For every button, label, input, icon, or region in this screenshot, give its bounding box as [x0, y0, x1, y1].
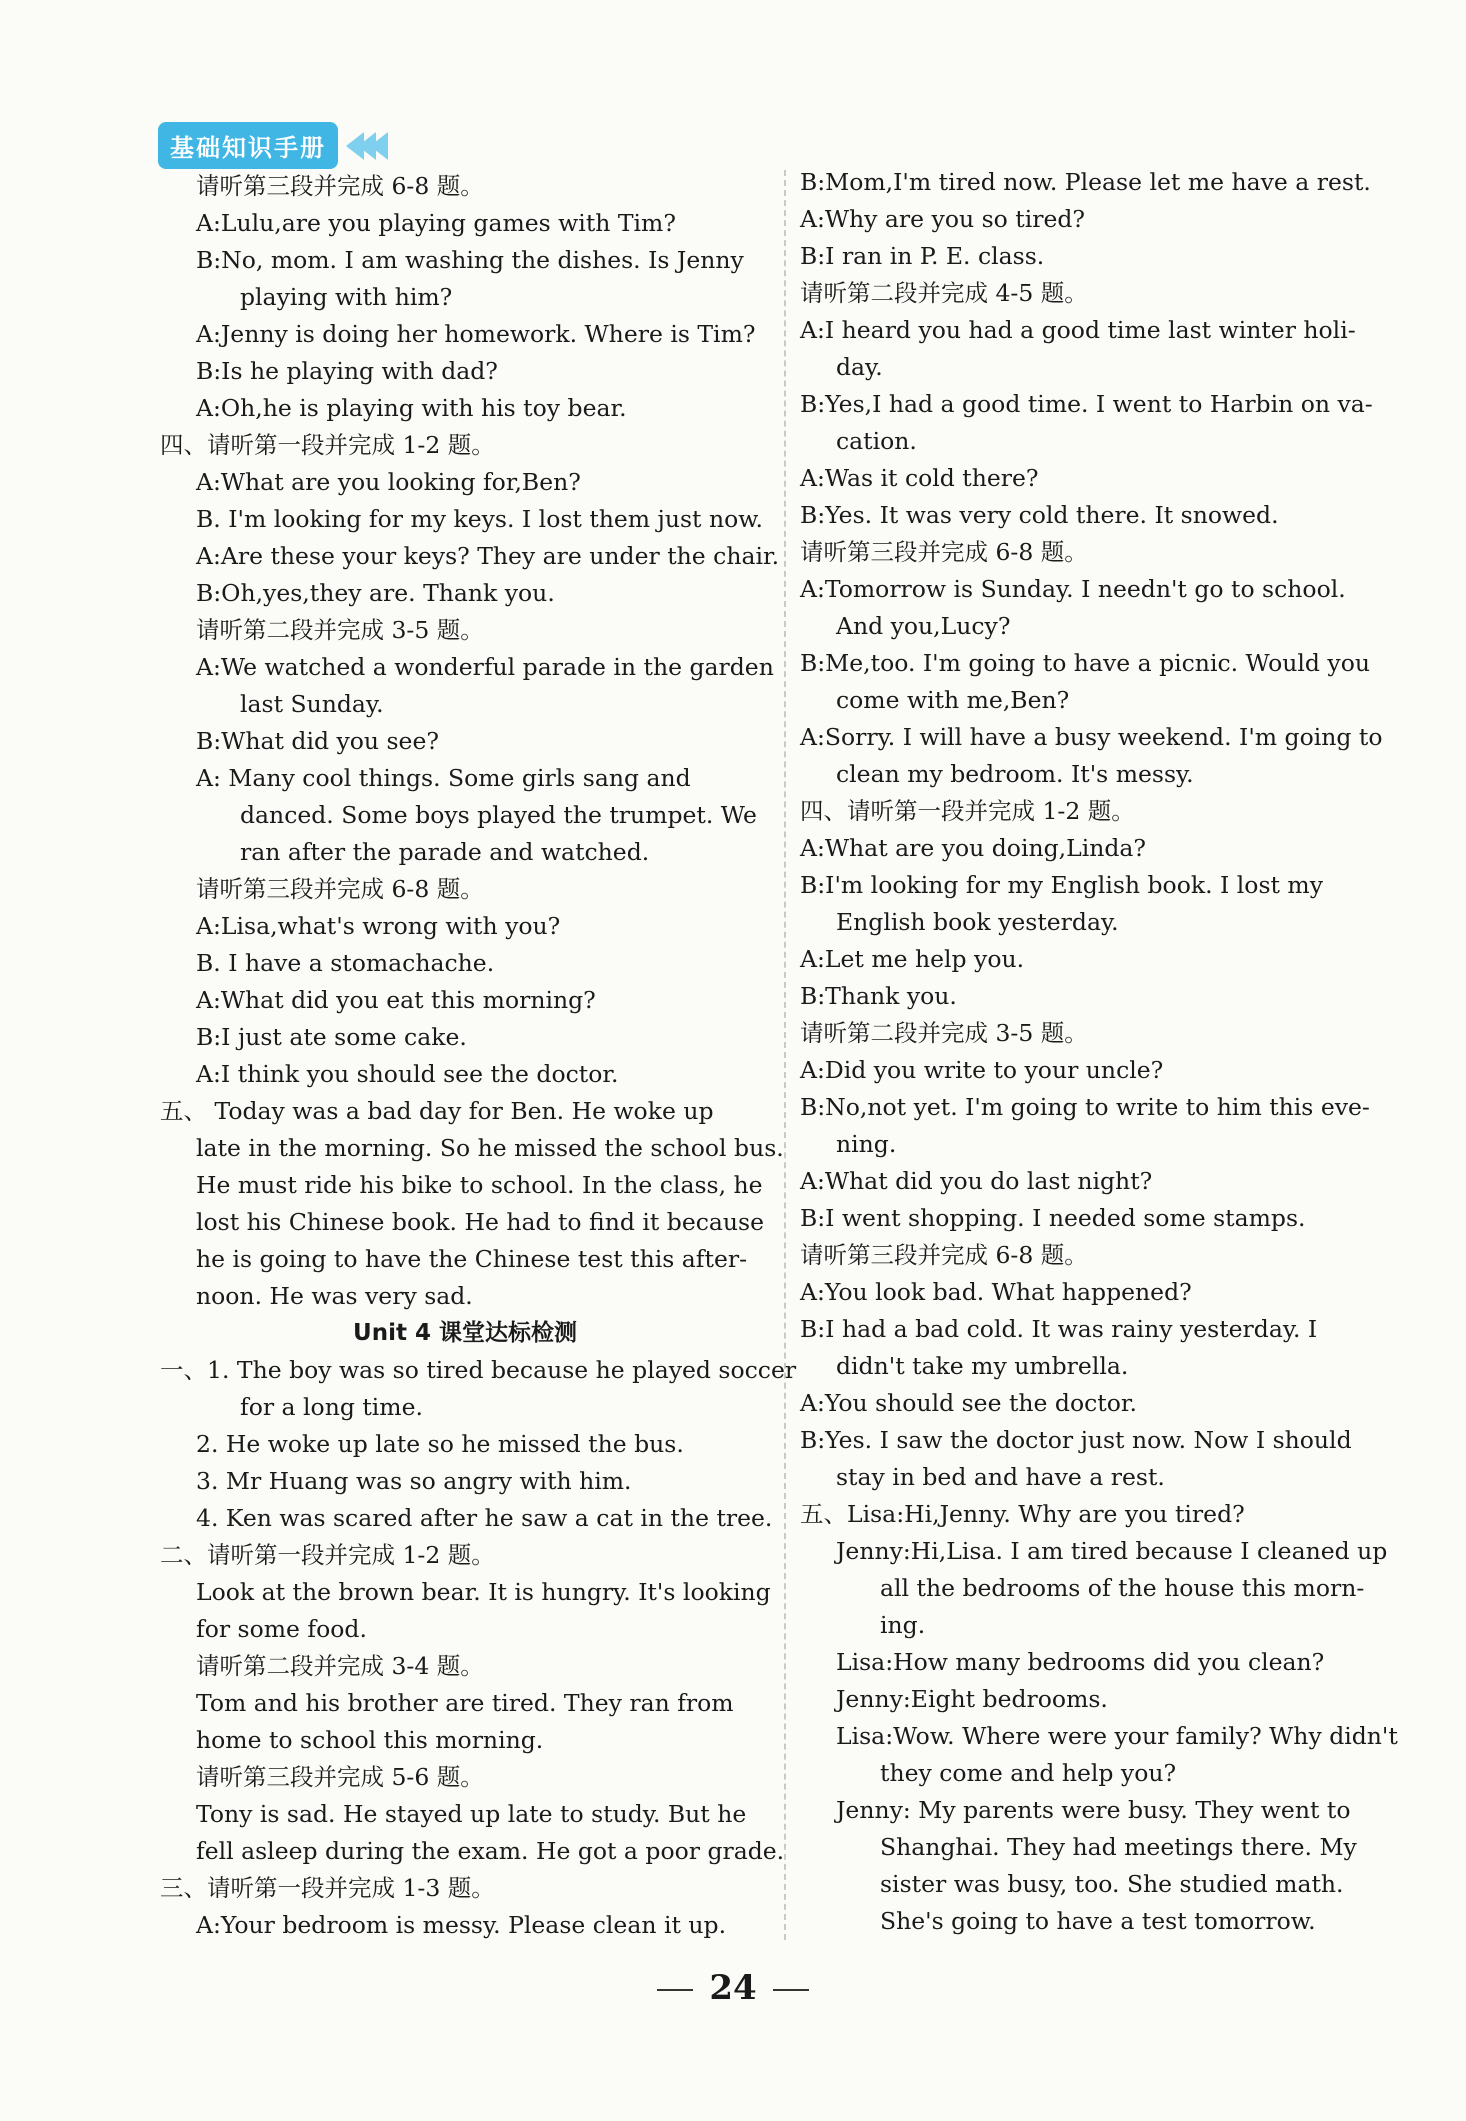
text-line: clean my bedroom. It's messy. — [836, 760, 1194, 788]
text-line: B:I went shopping. I needed some stamps. — [800, 1204, 1306, 1232]
text-line: A:We watched a wonderful parade in the garden — [196, 653, 774, 681]
text-line: A:What are you looking for,Ben? — [196, 468, 581, 496]
text-line: Tom and his brother are tired. They ran from — [196, 1689, 734, 1717]
text-line: stay in bed and have a rest. — [836, 1463, 1165, 1491]
text-line: home to school this morning. — [196, 1726, 544, 1754]
text-line: A:I think you should see the doctor. — [196, 1060, 619, 1088]
text-line: B:Yes. It was very cold there. It snowed. — [800, 501, 1279, 529]
page-number — [0, 1968, 1466, 2008]
text-line: She's going to have a test tomorrow. — [880, 1907, 1316, 1935]
text-line: Shanghai. They had meetings there. My — [880, 1833, 1357, 1861]
text-line: A:Jenny is doing her homework. Where is Tim? — [196, 320, 756, 348]
text-line: B:I just ate some cake. — [196, 1023, 467, 1051]
text-line: late in the morning. So he missed the school bus. — [196, 1134, 784, 1162]
text-line: B:No,not yet. I'm going to write to him this eve- — [800, 1093, 1370, 1121]
text-line: Jenny:Hi,Lisa. I am tired because I cleaned up — [836, 1537, 1388, 1565]
text-line: fell asleep during the exam. He got a poor grade. — [196, 1837, 785, 1865]
text-line: B:Yes,I had a good time. I went to Harbin on va- — [800, 390, 1373, 418]
text-line: all the bedrooms of the house this morn- — [880, 1574, 1365, 1602]
text-line: 请听第三段并完成 6-8 题。 — [196, 172, 484, 200]
text-line: didn't take my umbrella. — [836, 1352, 1129, 1380]
text-line: 请听第二段并完成 3-5 题。 — [800, 1019, 1088, 1047]
text-line: B. I'm looking for my keys. I lost them just now. — [196, 505, 764, 533]
text-line: A:What did you do last night? — [800, 1167, 1153, 1195]
text-line: last Sunday. — [240, 690, 384, 718]
text-line: English book yesterday. — [836, 908, 1119, 936]
section-header — [158, 122, 382, 169]
text-line: Lisa:Wow. Where were your family? Why didn't — [836, 1722, 1398, 1750]
text-line: A:Lisa,what's wrong with you? — [196, 912, 561, 940]
text-line: A:Why are you so tired? — [800, 205, 1085, 233]
text-line: B:I had a bad cold. It was rainy yesterday. I — [800, 1315, 1318, 1343]
text-line: Look at the brown bear. It is hungry. It's looking — [196, 1578, 771, 1606]
text-line: A:Did you write to your uncle? — [800, 1056, 1164, 1084]
text-line: B:Mom,I'm tired now. Please let me have a rest. — [800, 168, 1371, 196]
text-line: 三、请听第一段并完成 1-3 题。 — [160, 1874, 495, 1902]
text-line: He must ride his bike to school. In the class, he — [196, 1171, 763, 1199]
text-line: 请听第二段并完成 3-4 题。 — [196, 1652, 484, 1680]
text-line: A:Your bedroom is messy. Please clean it up. — [196, 1911, 727, 1939]
arrow-icon — [346, 132, 382, 160]
text-line: A: Many cool things. Some girls sang and — [196, 764, 691, 792]
text-line: sister was busy, too. She studied math. — [880, 1870, 1344, 1898]
text-line: they come and help you? — [880, 1759, 1177, 1787]
text-line: 四、请听第一段并完成 1-2 题。 — [160, 431, 495, 459]
text-line: A:Tomorrow is Sunday. I needn't go to school. — [800, 575, 1346, 603]
text-line: A:You look bad. What happened? — [800, 1278, 1192, 1306]
right-column — [800, 164, 1400, 1940]
text-line: B. I have a stomachache. — [196, 949, 495, 977]
text-line: Unit 4 课堂达标检测 — [353, 1320, 577, 1346]
text-line: A:Sorry. I will have a busy weekend. I'm going to — [800, 723, 1383, 751]
text-line: 五、 Today was a bad day for Ben. He woke up — [160, 1097, 714, 1125]
text-line: A:What are you doing,Linda? — [800, 834, 1147, 862]
text-line: B:No, mom. I am washing the dishes. Is Jenny — [196, 246, 744, 274]
text-line: A:Let me help you. — [800, 945, 1025, 973]
page-number-text: 24 — [709, 1968, 757, 2008]
text-line: A:You should see the doctor. — [800, 1389, 1137, 1417]
text-line: B:Me,too. I'm going to have a picnic. Would you — [800, 649, 1370, 677]
text-line: danced. Some boys played the trumpet. We — [240, 801, 757, 829]
text-line: day. — [836, 353, 883, 381]
text-line: he is going to have the Chinese test this after- — [196, 1245, 748, 1273]
text-line: B:Thank you. — [800, 982, 957, 1010]
text-line: 请听第三段并完成 6-8 题。 — [800, 1241, 1088, 1269]
text-line: Tony is sad. He stayed up late to study. But he — [196, 1800, 747, 1828]
text-line: noon. He was very sad. — [196, 1282, 473, 1310]
text-line: 请听第三段并完成 5-6 题。 — [196, 1763, 484, 1791]
text-line: lost his Chinese book. He had to find it because — [196, 1208, 765, 1236]
text-line: B:Is he playing with dad? — [196, 357, 498, 385]
text-line: ning. — [836, 1130, 897, 1158]
left-column — [160, 168, 797, 1944]
text-line: 请听第二段并完成 4-5 题。 — [800, 279, 1088, 307]
text-line: 请听第三段并完成 6-8 题。 — [196, 875, 484, 903]
text-line: 五、Lisa:Hi,Jenny. Why are you tired? — [800, 1500, 1245, 1528]
text-line: 二、请听第一段并完成 1-2 题。 — [160, 1541, 495, 1569]
text-line: 请听第三段并完成 6-8 题。 — [800, 538, 1088, 566]
text-line: 4. Ken was scared after he saw a cat in the tree. — [196, 1504, 773, 1532]
text-line: B:What did you see? — [196, 727, 439, 755]
text-line: A:Oh,he is playing with his toy bear. — [196, 394, 627, 422]
text-line: ran after the parade and watched. — [240, 838, 650, 866]
text-line: B:I'm looking for my English book. I lost my — [800, 871, 1323, 899]
text-line: ing. — [880, 1611, 926, 1639]
text-line: A:Are these your keys? They are under the chair. — [196, 542, 780, 570]
text-line: B:Oh,yes,they are. Thank you. — [196, 579, 555, 607]
text-line: 一、1. The boy was so tired because he played soccer — [160, 1356, 797, 1384]
text-line: And you,Lucy? — [836, 612, 1011, 640]
text-line: 2. He woke up late so he missed the bus. — [196, 1430, 684, 1458]
text-line: A:I heard you had a good time last winter holi- — [800, 316, 1356, 344]
text-line: 3. Mr Huang was so angry with him. — [196, 1467, 632, 1495]
text-line: Lisa:How many bedrooms did you clean? — [836, 1648, 1325, 1676]
text-line: come with me,Ben? — [836, 686, 1070, 714]
text-line: Jenny: My parents were busy. They went to — [836, 1796, 1351, 1824]
text-line: 四、请听第一段并完成 1-2 题。 — [800, 797, 1135, 825]
text-line: A:Was it cold there? — [800, 464, 1039, 492]
text-line: A:What did you eat this morning? — [196, 986, 596, 1014]
text-line: B:I ran in P. E. class. — [800, 242, 1045, 270]
text-line: A:Lulu,are you playing games with Tim? — [196, 209, 676, 237]
text-line: 请听第二段并完成 3-5 题。 — [196, 616, 484, 644]
text-line: for some food. — [196, 1615, 367, 1643]
text-line: Jenny:Eight bedrooms. — [836, 1685, 1108, 1713]
handbook-badge: 基础知识手册 — [158, 122, 338, 169]
text-line: for a long time. — [240, 1393, 423, 1421]
text-line: B:Yes. I saw the doctor just now. Now I should — [800, 1426, 1352, 1454]
column-divider — [784, 170, 786, 1940]
text-line: cation. — [836, 427, 917, 455]
text-line: playing with him? — [240, 283, 453, 311]
